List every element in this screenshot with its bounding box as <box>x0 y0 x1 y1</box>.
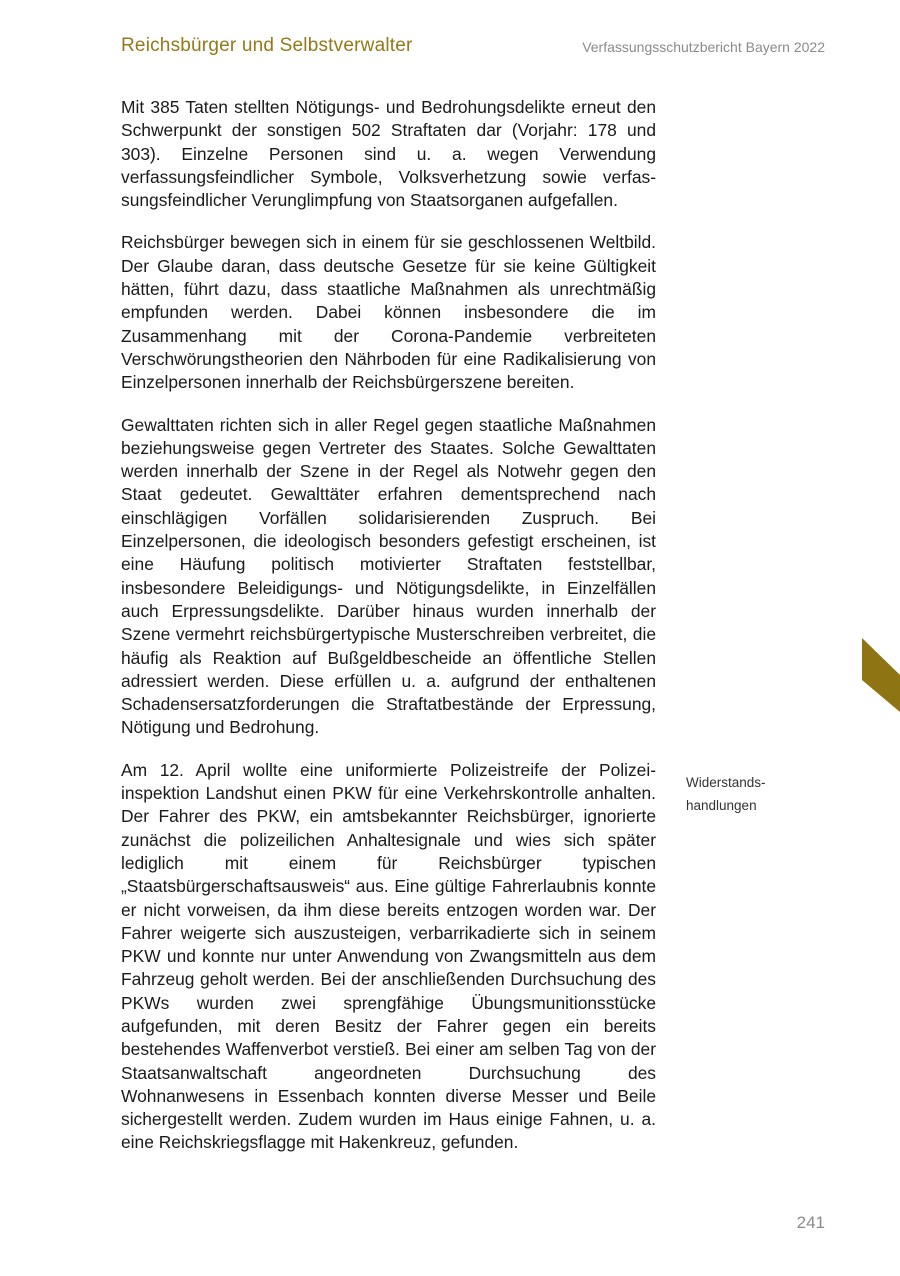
paragraph-worldview: Reichsbürger bewegen sich in einem für sie geschlossenen Weltbild. Der Glaube daran, dass deutsche Gesetze für sie keine Gültigkeit hätten, führt dazu, dass staatliche Maßnahmen als unrechtmäßig empfunden werden. Dabei können insbesondere die im Zusammenhang mit der Corona-Pandemie verbreiteten Verschwörungstheorien den Nährboden für eine Radikalisierung von Einzelpersonen innerhalb der Reichsbürgerszene bereiten. <box>121 232 656 393</box>
paragraph-landshut-incident: Am 12. April wollte eine uniformierte Polizeistreife der Polizeiinspektion Landshut einen PKW für eine Verkehrskontrolle anhalten. Der Fahrer des PKW, ein amtsbekannter Reichsbürger, ignorierte zunächst die polizeilichen Anhaltesignale und wies sich später lediglich mit einem für Reichsbürger typischen „Staatsbürgerschaftsausweis“ aus. Eine gültige Fahrerlaubnis konnte er nicht vorweisen, da ihm diese bereits entzogen worden war. Der Fahrer weigerte sich auszusteigen, verbarrikadierte sich in seinem PKW und konnte nur unter Anwendung von Zwangsmitteln aus dem Fahrzeug geholt werden. Bei der anschließenden Durchsuchung des PKWs wurden zwei sprengfähige Übungsmunitionsstücke aufgefunden, mit deren Besitz der Fahrer gegen ein bereits bestehendes Waffenverbot verstieß. Bei einer am selben Tag von der Staatsanwaltschaft angeordneten Durchsuchung des Wohnanwesens in Essenbach konnten diverse Messer und Beile sichergestellt werden. Zudem wurden im Haus einige Fahnen, u. a. eine Reichskriegsflagge mit Hakenkreuz, gefunden. <box>121 759 656 1153</box>
paragraph-violence: Gewalttaten richten sich in aller Regel gegen staatliche Maßnahmen beziehungsweise gegen Vertreter des Staates. Solche Gewalttaten werden innerhalb der Szene in der Regel als Notwehr gegen den Staat gedeutet. Gewalttäter erfahren dementsprechend nach einschlägigen Vorfällen solidarisierenden Zuspruch. Bei Einzelpersonen, die ideologisch besonders gefestigt erscheinen, ist eine Häufung politisch motivierter Straftaten feststellbar, insbesondere Beleidigungs- und Nötigungsdelikte, in Einzelfällen auch Erpressungsdelikte. Darüber hinaus wurden innerhalb der Szene vermehrt reichsbürgertypische Musterschreiben verbreitet, die häufig als Reaktion auf Bußgeldbescheide an öffentliche Stellen adressiert werden. Diese erfüllen u. a. aufgrund der enthaltenen Schadensersatzforderungen die Straftatbestände der Erpressung, Nötigung und Bedrohung. <box>121 414 656 738</box>
report-title: Verfassungsschutzbericht Bayern 2022 <box>582 39 825 55</box>
section-title: Reichsbürger und Selbstverwalter <box>121 35 413 56</box>
margin-note-line-2: handlungen <box>686 798 757 813</box>
paragraph-offense-statistics: Mit 385 Taten stellten Nötigungs- und Bedrohungsdelikte erneut den Schwerpunkt der sonstigen 502 Straftaten dar (Vorjahr: 178 und 303). Einzelne Personen sind u. a. wegen Verwendung verfassungsfeindlicher Symbole, Volksverhetzung sowie verfassungsfeindlicher Verunglimpfung von Staatsorganen aufgefallen. <box>121 97 656 211</box>
chapter-tab-shape <box>862 638 900 712</box>
main-text-column <box>121 96 656 1174</box>
page-number: 241 <box>796 1213 825 1232</box>
margin-note-line-1: Widerstands- <box>686 775 766 790</box>
chapter-tab-marker <box>862 638 900 712</box>
margin-note <box>686 771 826 817</box>
